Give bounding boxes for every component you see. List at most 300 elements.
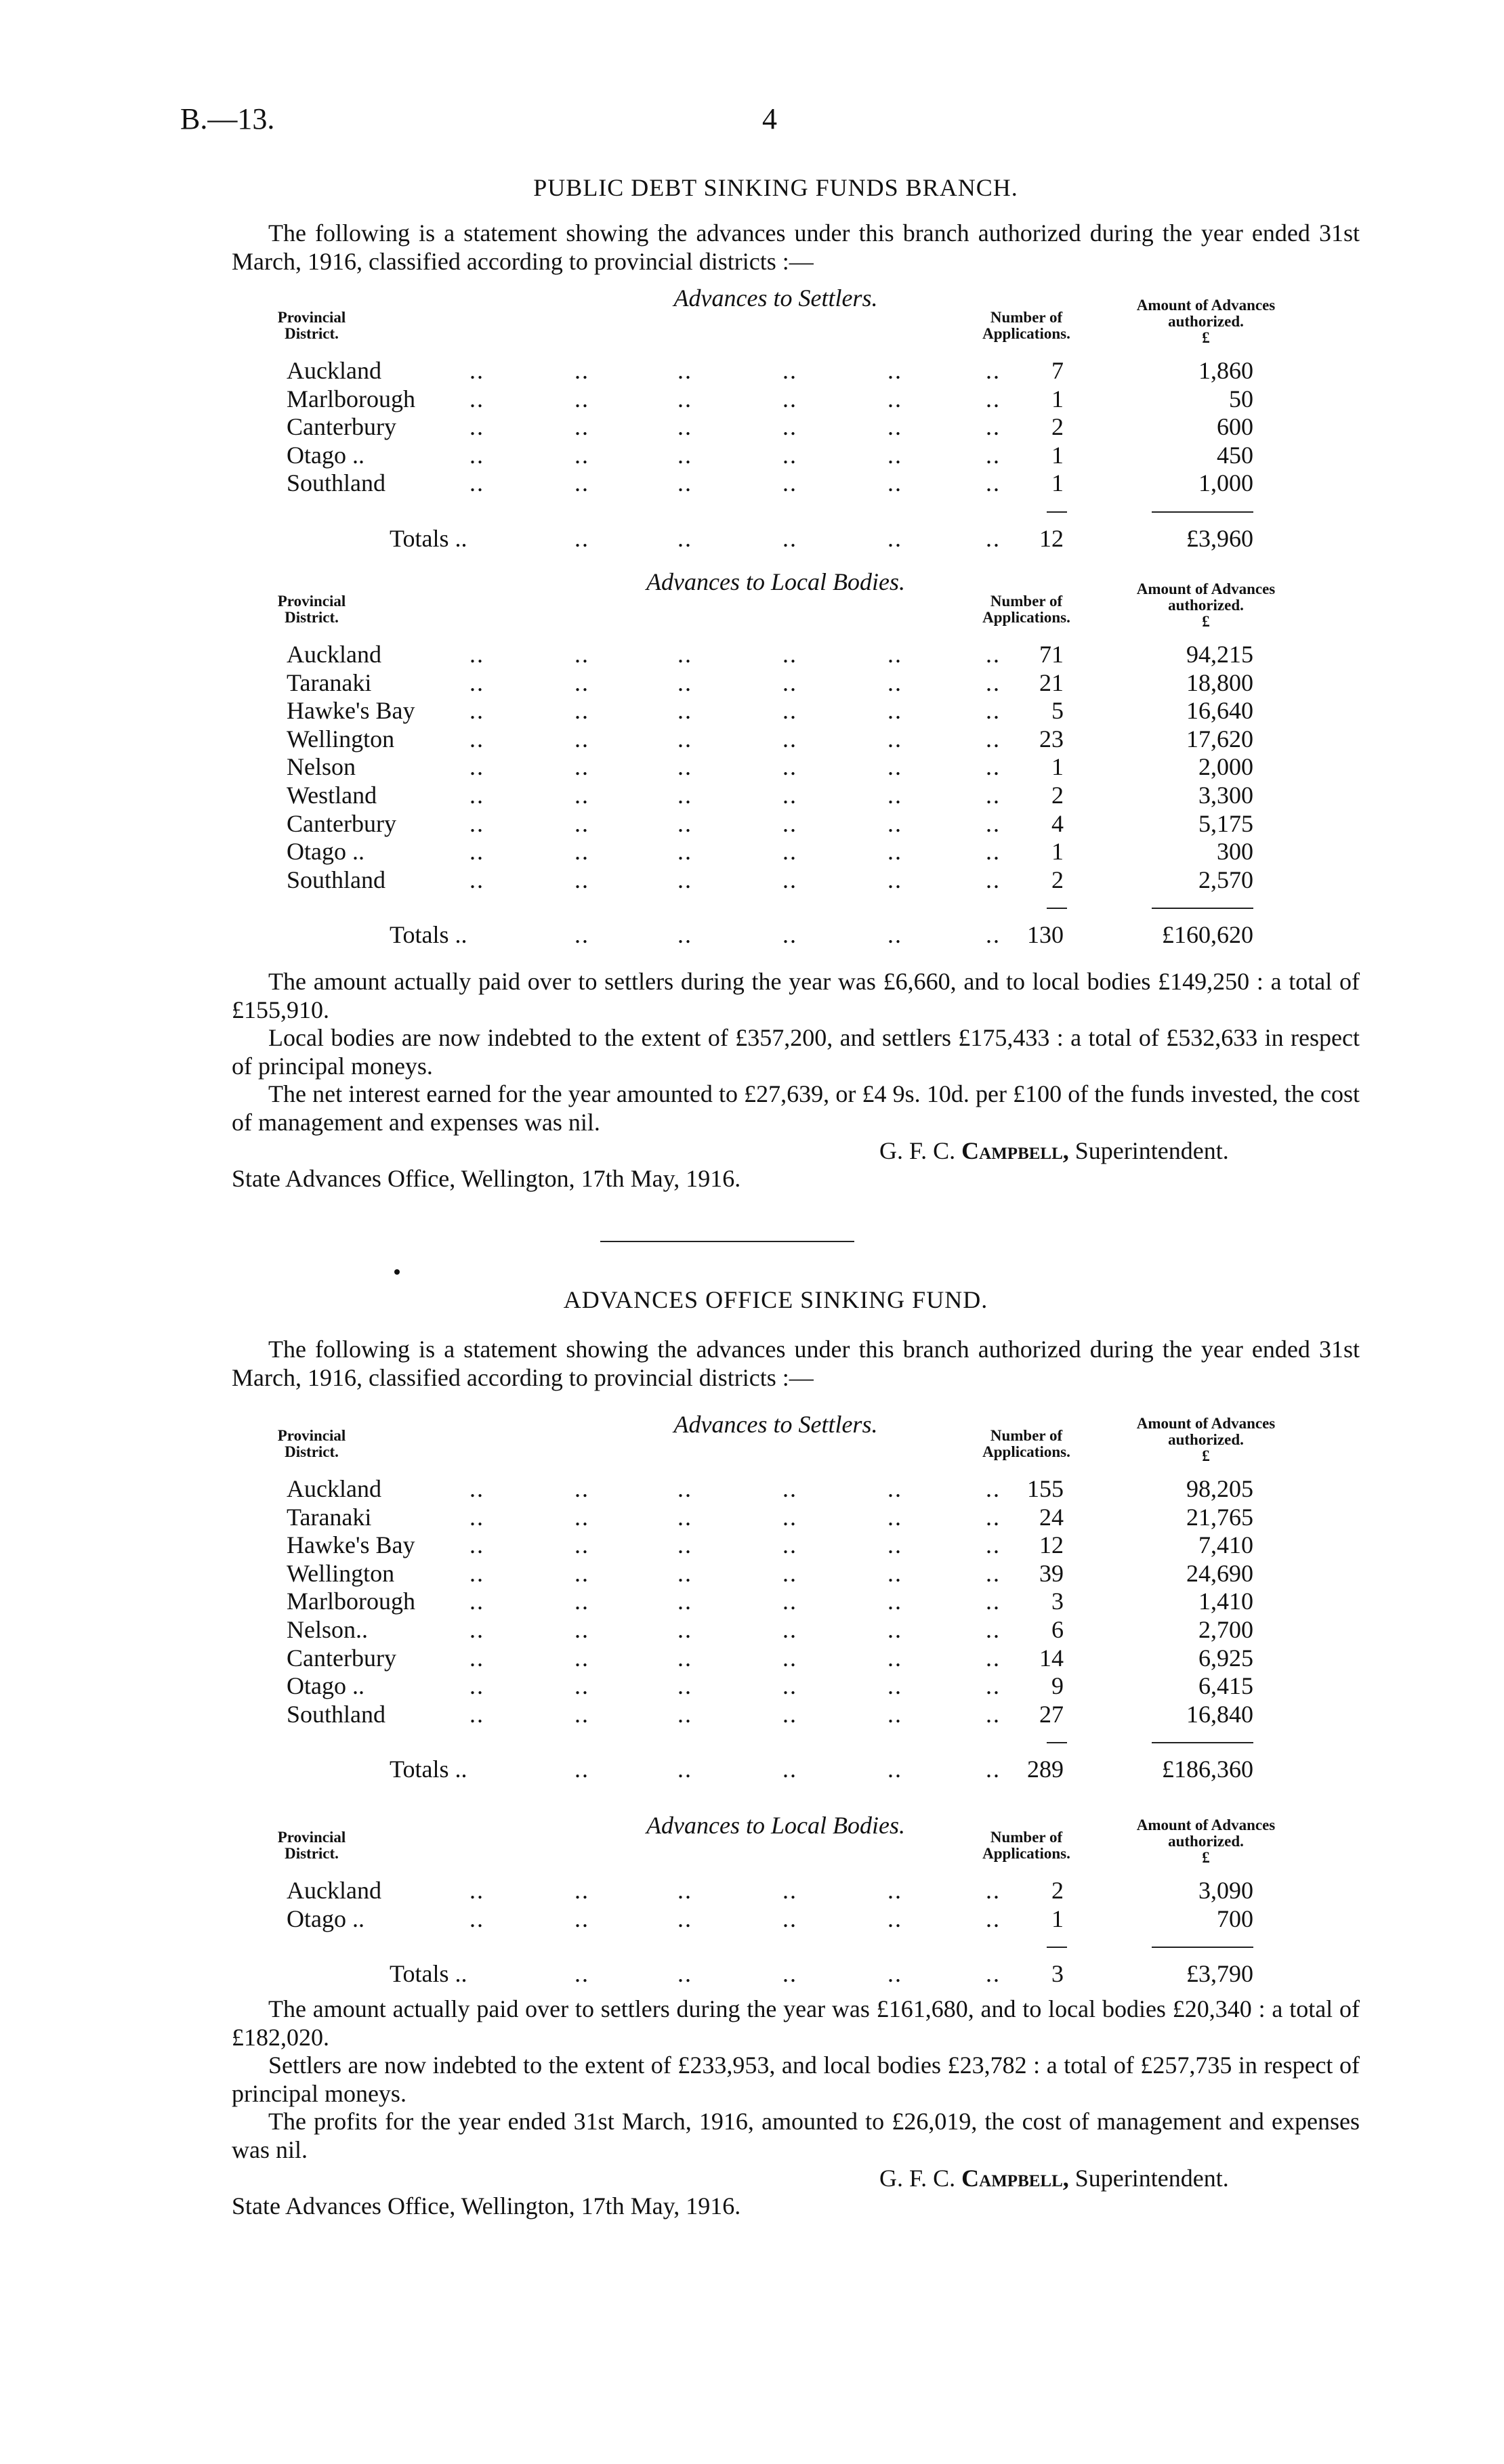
totals-row <box>0 525 1504 553</box>
leader-dots: .. <box>986 838 1001 866</box>
table-caption: Advances to Local Bodies. <box>646 1812 905 1839</box>
leader-dots: .. <box>887 1475 902 1502</box>
leader-dots: .. <box>677 1960 692 1988</box>
table-row <box>0 1644 1504 1673</box>
ink-dot <box>394 1269 400 1275</box>
leader-dots: .. <box>677 809 692 837</box>
leader-dots: .. <box>986 385 1001 412</box>
table-caption: Advances to Local Bodies. <box>646 568 905 595</box>
totals-row <box>0 921 1504 950</box>
totals-label: Totals .. <box>390 1756 467 1783</box>
leader-dots: .. <box>677 357 692 384</box>
table-row <box>0 1877 1504 1905</box>
district-header <box>271 310 352 342</box>
number-header-line: Applications. <box>982 1443 1070 1460</box>
leader-dots: .. <box>782 385 797 412</box>
intro-text: The following is a statement showing the advances under this branch authorized during the year ended 31st March, 1916, classified according to provincial districts :— <box>232 219 1360 275</box>
amount-authorized: 6,415 <box>1198 1672 1253 1700</box>
leader-dots: .. <box>986 809 1001 837</box>
applications-count: 1 <box>1051 469 1064 497</box>
district-header-line: District. <box>285 1443 339 1460</box>
leader-dots: .. <box>575 1644 589 1672</box>
totals-rule <box>1047 908 1067 909</box>
leader-dots: .. <box>887 1616 902 1643</box>
leader-dots: .. <box>677 668 692 696</box>
leader-dots: .. <box>469 357 484 384</box>
leader-dots: .. <box>986 753 1001 781</box>
leader-dots: .. <box>575 782 589 809</box>
leader-dots: .. <box>575 441 589 469</box>
leader-dots: .. <box>677 1503 692 1531</box>
number-header <box>976 1829 1077 1862</box>
table-row <box>0 1616 1504 1644</box>
applications-count: 1 <box>1051 385 1064 412</box>
leader-dots: .. <box>575 697 589 725</box>
amount-header-line: Amount of Advances <box>1136 580 1276 597</box>
leader-dots: .. <box>575 1756 589 1783</box>
table-row <box>0 725 1504 754</box>
leader-dots: .. <box>575 1960 589 1988</box>
total-applications: 130 <box>1027 921 1064 949</box>
leader-dots: .. <box>887 809 902 837</box>
district-name: Taranaki <box>287 1503 372 1531</box>
amount-authorized: 1,410 <box>1198 1588 1253 1615</box>
leader-dots: .. <box>782 725 797 752</box>
amount-authorized: 2,700 <box>1198 1616 1253 1643</box>
signature-name: Campbell, <box>961 1137 1069 1164</box>
leader-dots: .. <box>575 725 589 752</box>
leader-dots: .. <box>887 1960 902 1988</box>
leader-dots: .. <box>469 469 484 497</box>
totals-rule <box>1152 511 1253 513</box>
table-caption: Advances to Settlers. <box>673 284 878 312</box>
paragraph: Local bodies are now indebted to the extent of £357,200, and settlers £175,433 : a total of £532,633 in respect of principal moneys. <box>232 1024 1360 1080</box>
leader-dots: .. <box>469 1616 484 1643</box>
leader-dots: .. <box>677 1475 692 1502</box>
district-name: Otago .. <box>287 1905 364 1932</box>
amount-header-line: Amount of Advances <box>1136 1415 1276 1432</box>
district-header-line: District. <box>285 1845 339 1862</box>
district-name: Southland <box>287 469 386 497</box>
applications-count: 7 <box>1051 357 1064 384</box>
leader-dots: .. <box>575 668 589 696</box>
applications-count: 23 <box>1039 725 1064 752</box>
paragraph: The profits for the year ended 31st March, 1916, amounted to £26,019, the cost of management and expenses was nil. <box>232 2108 1360 2163</box>
signature <box>232 1137 1360 1166</box>
leader-dots: .. <box>469 1644 484 1672</box>
leader-dots: .. <box>986 525 1001 552</box>
district-header-line: Provincial <box>277 309 346 326</box>
total-applications: 12 <box>1039 525 1064 552</box>
leader-dots: .. <box>677 1672 692 1700</box>
district-name: Auckland <box>287 1877 381 1904</box>
table-row <box>0 442 1504 470</box>
district-header-line: Provincial <box>277 1829 346 1846</box>
totals-label: Totals .. <box>390 525 467 552</box>
district-name: Nelson.. <box>287 1616 368 1643</box>
leader-dots: .. <box>986 441 1001 469</box>
leader-dots: .. <box>575 1700 589 1728</box>
leader-dots: .. <box>887 441 902 469</box>
paragraph: The amount actually paid over to settlers during the year was £6,660, and to local bodies £149,250 : a total of £155,910. <box>232 968 1360 1023</box>
leader-dots: .. <box>782 469 797 497</box>
leader-dots: .. <box>782 1960 797 1988</box>
leader-dots: .. <box>469 782 484 809</box>
leader-dots: .. <box>575 1588 589 1615</box>
table-row <box>0 697 1504 725</box>
section-title: ADVANCES OFFICE SINKING FUND. <box>563 1286 988 1313</box>
district-header <box>271 1428 352 1460</box>
leader-dots: .. <box>469 1559 484 1587</box>
table-row <box>0 669 1504 698</box>
leader-dots: .. <box>986 1700 1001 1728</box>
summary-paragraphs <box>232 1995 1360 2221</box>
leader-dots: .. <box>887 1531 902 1559</box>
leader-dots: .. <box>782 1475 797 1502</box>
leader-dots: .. <box>677 866 692 893</box>
district-header <box>271 1829 352 1862</box>
number-header <box>976 1428 1077 1460</box>
district-name: Otago .. <box>287 838 364 866</box>
amount-authorized: 50 <box>1229 385 1253 412</box>
leader-dots: .. <box>677 413 692 441</box>
section-divider <box>600 1241 854 1242</box>
leader-dots: .. <box>469 385 484 412</box>
leader-dots: .. <box>782 838 797 866</box>
table-row <box>0 1475 1504 1504</box>
amount-authorized: 18,800 <box>1186 668 1253 696</box>
leader-dots: .. <box>677 1756 692 1783</box>
leader-dots: .. <box>575 413 589 441</box>
leader-dots: .. <box>469 1531 484 1559</box>
amount-header-line: £ <box>1202 1849 1210 1866</box>
leader-dots: .. <box>887 838 902 866</box>
amount-authorized: 600 <box>1217 413 1253 441</box>
district-name: Auckland <box>287 1475 381 1502</box>
amount-authorized: 16,840 <box>1186 1700 1253 1728</box>
table-caption: Advances to Settlers. <box>673 1411 878 1438</box>
district-name: Marlborough <box>287 385 415 412</box>
signature-title: Superintendent. <box>1074 2164 1229 2192</box>
leader-dots: .. <box>677 1700 692 1728</box>
applications-count: 1 <box>1051 1905 1064 1932</box>
leader-dots: .. <box>887 1644 902 1672</box>
table-row <box>0 469 1504 498</box>
applications-count: 6 <box>1051 1616 1064 1643</box>
leader-dots: .. <box>575 385 589 412</box>
applications-count: 3 <box>1051 1588 1064 1615</box>
leader-dots: .. <box>677 385 692 412</box>
table-row <box>0 1504 1504 1532</box>
leader-dots: .. <box>677 697 692 725</box>
applications-count: 14 <box>1039 1644 1064 1672</box>
leader-dots: .. <box>782 921 797 949</box>
leader-dots: .. <box>782 1531 797 1559</box>
amount-authorized: 450 <box>1217 441 1253 469</box>
table-row <box>0 413 1504 442</box>
leader-dots: .. <box>469 725 484 752</box>
intro-text: The following is a statement showing the advances under this branch authorized during the year ended 31st March, 1916, classified according to provincial districts :— <box>232 1336 1360 1391</box>
signature-initials: G. F. C. <box>879 1137 956 1164</box>
leader-dots: .. <box>575 1559 589 1587</box>
amount-header <box>1125 581 1287 630</box>
total-amount: £186,360 <box>1162 1756 1253 1783</box>
district-name: Southland <box>287 866 386 893</box>
leader-dots: .. <box>887 413 902 441</box>
document-reference: B.—13. <box>180 102 275 135</box>
leader-dots: .. <box>469 1503 484 1531</box>
leader-dots: .. <box>782 753 797 781</box>
leader-dots: .. <box>575 1672 589 1700</box>
leader-dots: .. <box>887 697 902 725</box>
table-row <box>0 838 1504 866</box>
table-row <box>0 641 1504 669</box>
leader-dots: .. <box>575 809 589 837</box>
amount-header <box>1125 297 1287 346</box>
leader-dots: .. <box>469 697 484 725</box>
table-row <box>0 866 1504 895</box>
leader-dots: .. <box>575 469 589 497</box>
signature-name: Campbell, <box>961 2164 1069 2192</box>
leader-dots: .. <box>469 441 484 469</box>
leader-dots: .. <box>887 1756 902 1783</box>
leader-dots: .. <box>887 921 902 949</box>
leader-dots: .. <box>575 921 589 949</box>
leader-dots: .. <box>677 469 692 497</box>
applications-count: 21 <box>1039 668 1064 696</box>
totals-rule <box>1047 1947 1067 1948</box>
leader-dots: .. <box>677 1531 692 1559</box>
applications-count: 71 <box>1039 641 1064 668</box>
totals-row <box>0 1960 1504 1989</box>
district-name: Wellington <box>287 1559 395 1587</box>
number-header <box>976 310 1077 342</box>
amount-header-line: £ <box>1202 329 1210 346</box>
leader-dots: .. <box>986 866 1001 893</box>
leader-dots: .. <box>986 921 1001 949</box>
district-name: Otago .. <box>287 441 364 469</box>
district-name: Southland <box>287 1700 386 1728</box>
amount-header-line: £ <box>1202 1447 1210 1464</box>
amount-header-line: authorized. <box>1168 313 1244 330</box>
district-name: Wellington <box>287 725 395 752</box>
leader-dots: .. <box>677 441 692 469</box>
applications-count: 2 <box>1051 1877 1064 1904</box>
leader-dots: .. <box>782 1672 797 1700</box>
signature-title: Superintendent. <box>1074 1137 1229 1164</box>
applications-count: 2 <box>1051 866 1064 893</box>
leader-dots: .. <box>782 809 797 837</box>
leader-dots: .. <box>469 641 484 668</box>
district-name: Auckland <box>287 357 381 384</box>
amount-header <box>1125 1817 1287 1866</box>
amount-authorized: 300 <box>1217 838 1253 866</box>
number-header-line: Number of <box>990 309 1063 326</box>
district-name: Westland <box>287 782 377 809</box>
district-header-line: District. <box>285 609 339 626</box>
leader-dots: .. <box>575 838 589 866</box>
leader-dots: .. <box>986 1756 1001 1783</box>
applications-count: 155 <box>1027 1475 1064 1502</box>
leader-dots: .. <box>986 725 1001 752</box>
leader-dots: .. <box>469 1588 484 1615</box>
table-row <box>0 810 1504 838</box>
amount-header-line: Amount of Advances <box>1136 297 1276 314</box>
leader-dots: .. <box>887 1588 902 1615</box>
leader-dots: .. <box>677 1588 692 1615</box>
table-row <box>0 385 1504 414</box>
applications-count: 12 <box>1039 1531 1064 1559</box>
applications-count: 27 <box>1039 1700 1064 1728</box>
leader-dots: .. <box>887 469 902 497</box>
number-header-line: Number of <box>990 1829 1063 1846</box>
leader-dots: .. <box>677 1905 692 1932</box>
district-name: Canterbury <box>287 1644 396 1672</box>
applications-count: 5 <box>1051 697 1064 725</box>
leader-dots: .. <box>782 782 797 809</box>
table-row <box>0 1672 1504 1701</box>
signature <box>232 2165 1360 2193</box>
district-header <box>271 593 352 626</box>
district-header-line: District. <box>285 325 339 342</box>
leader-dots: .. <box>986 782 1001 809</box>
applications-count: 2 <box>1051 782 1064 809</box>
section-title: PUBLIC DEBT SINKING FUNDS BRANCH. <box>533 174 1018 201</box>
leader-dots: .. <box>469 1700 484 1728</box>
amount-header-line: authorized. <box>1168 597 1244 614</box>
number-header-line: Number of <box>990 1427 1063 1444</box>
leader-dots: .. <box>469 1475 484 1502</box>
leader-dots: .. <box>986 1588 1001 1615</box>
total-applications: 3 <box>1051 1960 1064 1988</box>
leader-dots: .. <box>469 866 484 893</box>
applications-count: 4 <box>1051 809 1064 837</box>
amount-header-line: authorized. <box>1168 1833 1244 1850</box>
leader-dots: .. <box>782 668 797 696</box>
applications-count: 24 <box>1039 1503 1064 1531</box>
table-row <box>0 1701 1504 1729</box>
leader-dots: .. <box>887 1503 902 1531</box>
leader-dots: .. <box>575 1503 589 1531</box>
leader-dots: .. <box>782 1644 797 1672</box>
leader-dots: .. <box>677 1877 692 1904</box>
totals-rule <box>1152 1742 1253 1743</box>
leader-dots: .. <box>677 1644 692 1672</box>
leader-dots: .. <box>575 1905 589 1932</box>
leader-dots: .. <box>986 697 1001 725</box>
totals-label: Totals .. <box>390 921 467 949</box>
paragraph: The net interest earned for the year amounted to £27,639, or £4 9s. 10d. per £100 of the funds invested, the cost of management and expenses was nil. <box>232 1080 1360 1136</box>
amount-authorized: 6,925 <box>1198 1644 1253 1672</box>
amount-authorized: 98,205 <box>1186 1475 1253 1502</box>
leader-dots: .. <box>677 838 692 866</box>
leader-dots: .. <box>677 641 692 668</box>
leader-dots: .. <box>575 1475 589 1502</box>
leader-dots: .. <box>887 1559 902 1587</box>
leader-dots: .. <box>782 525 797 552</box>
district-name: Canterbury <box>287 413 396 441</box>
leader-dots: .. <box>677 1616 692 1643</box>
table-row <box>0 357 1504 385</box>
leader-dots: .. <box>887 641 902 668</box>
leader-dots: .. <box>887 385 902 412</box>
leader-dots: .. <box>887 1700 902 1728</box>
table-row <box>0 1531 1504 1560</box>
district-name: Otago .. <box>287 1672 364 1700</box>
leader-dots: .. <box>469 753 484 781</box>
applications-count: 39 <box>1039 1559 1064 1587</box>
leader-dots: .. <box>677 753 692 781</box>
leader-dots: .. <box>986 1905 1001 1932</box>
leader-dots: .. <box>887 866 902 893</box>
totals-row <box>0 1756 1504 1784</box>
leader-dots: .. <box>986 1960 1001 1988</box>
amount-authorized: 94,215 <box>1186 641 1253 668</box>
leader-dots: .. <box>469 668 484 696</box>
leader-dots: .. <box>986 1475 1001 1502</box>
amount-authorized: 1,000 <box>1198 469 1253 497</box>
leader-dots: .. <box>469 1877 484 1904</box>
leader-dots: .. <box>887 668 902 696</box>
leader-dots: .. <box>782 1905 797 1932</box>
leader-dots: .. <box>782 1616 797 1643</box>
leader-dots: .. <box>986 1644 1001 1672</box>
leader-dots: .. <box>782 866 797 893</box>
amount-header <box>1125 1416 1287 1464</box>
leader-dots: .. <box>986 1559 1001 1587</box>
leader-dots: .. <box>677 921 692 949</box>
leader-dots: .. <box>575 1877 589 1904</box>
leader-dots: .. <box>887 725 902 752</box>
total-amount: £160,620 <box>1162 921 1253 949</box>
paragraph: The amount actually paid over to settlers during the year was £161,680, and to local bodies £20,340 : a total of £182,020. <box>232 1995 1360 2051</box>
leader-dots: .. <box>469 1672 484 1700</box>
leader-dots: .. <box>986 1877 1001 1904</box>
table-row <box>0 782 1504 810</box>
leader-dots: .. <box>782 1877 797 1904</box>
district-header-line: Provincial <box>277 593 346 610</box>
leader-dots: .. <box>887 357 902 384</box>
leader-dots: .. <box>782 413 797 441</box>
totals-label: Totals .. <box>390 1960 467 1988</box>
amount-authorized: 21,765 <box>1186 1503 1253 1531</box>
leader-dots: .. <box>887 782 902 809</box>
leader-dots: .. <box>782 1700 797 1728</box>
leader-dots: .. <box>887 1672 902 1700</box>
totals-rule <box>1152 1947 1253 1948</box>
intro-paragraph <box>232 1336 1360 1392</box>
amount-authorized: 7,410 <box>1198 1531 1253 1559</box>
leader-dots: .. <box>575 753 589 781</box>
leader-dots: .. <box>887 1877 902 1904</box>
district-name: Hawke's Bay <box>287 697 415 725</box>
totals-rule <box>1047 511 1067 513</box>
leader-dots: .. <box>986 1672 1001 1700</box>
applications-count: 1 <box>1051 838 1064 866</box>
leader-dots: .. <box>677 525 692 552</box>
place-date: State Advances Office, Wellington, 17th May, 1916. <box>232 1165 741 1193</box>
leader-dots: .. <box>575 525 589 552</box>
leader-dots: .. <box>575 1531 589 1559</box>
leader-dots: .. <box>469 413 484 441</box>
amount-authorized: 2,570 <box>1198 866 1253 893</box>
leader-dots: .. <box>782 357 797 384</box>
leader-dots: .. <box>986 413 1001 441</box>
paragraph: Settlers are now indebted to the extent of £233,953, and local bodies £23,782 : a total of £257,735 in respect of principal moneys. <box>232 2052 1360 2107</box>
district-header-line: Provincial <box>277 1427 346 1444</box>
leader-dots: .. <box>782 441 797 469</box>
leader-dots: .. <box>469 838 484 866</box>
